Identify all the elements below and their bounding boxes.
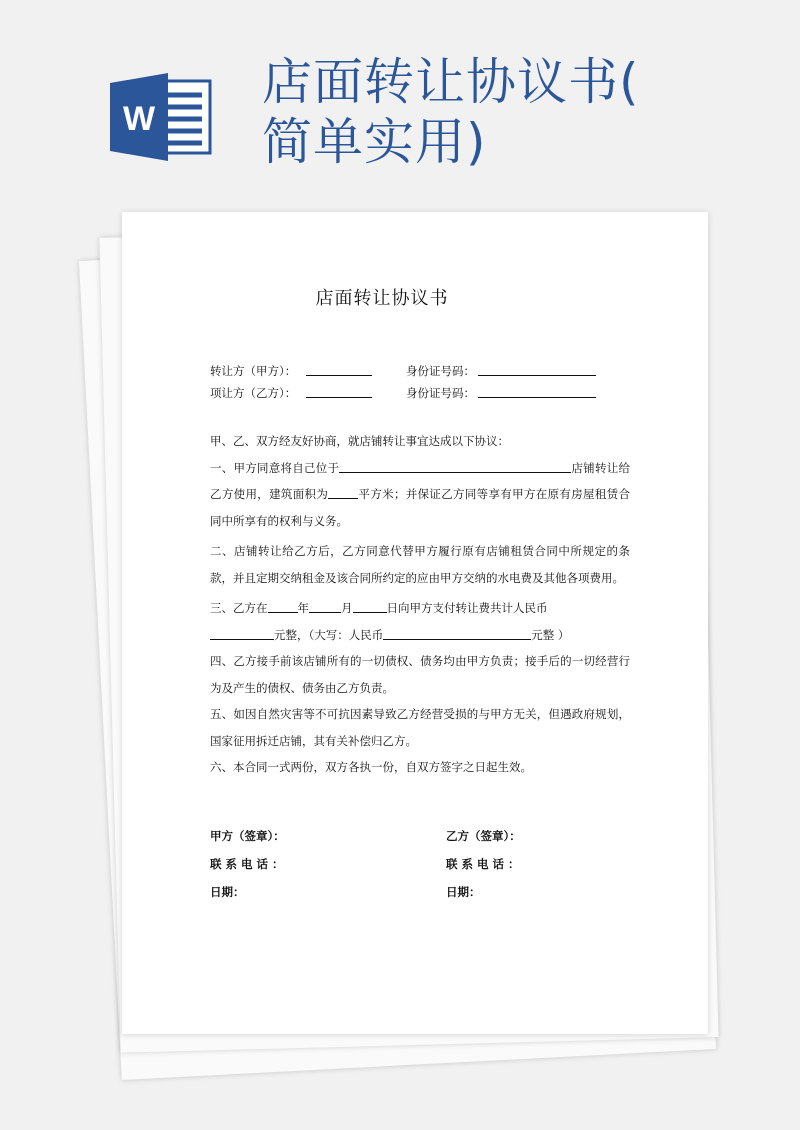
- agreement-body: [210, 428, 630, 781]
- clause-3-text: 三、乙方在: [210, 601, 268, 615]
- transferor-blank: [306, 361, 372, 376]
- id-number-label: 身份证号码：: [406, 364, 475, 378]
- clause-3-text: 月: [341, 601, 353, 615]
- id-number-label: 身份证号码：: [406, 386, 475, 400]
- party-a-date-label: 日期：: [210, 885, 245, 899]
- document-page: [122, 212, 708, 1034]
- location-blank: [339, 459, 571, 473]
- party-b-signature-label: 乙方（签章）：: [446, 829, 521, 843]
- transferee-label: 项让方（乙方）：: [210, 386, 297, 400]
- word-icon-letter: W: [122, 100, 156, 138]
- amount-words-blank: [383, 626, 531, 640]
- party-b-date-label: 日期：: [446, 885, 481, 899]
- transferor-label: 转让方（甲方）：: [210, 364, 297, 378]
- clause-5: 五、如因自然灾害等不可抗因素导致乙方经营受损的与甲方无关，但遇政府规划，国家征用拆迁店铺，其有关补偿归乙方。: [210, 707, 630, 748]
- transferee-blank: [306, 383, 372, 398]
- intro-paragraph: 甲、乙、双方经友好协商，就店铺转让事宜达成以下协议：: [210, 434, 509, 448]
- clause-1: [210, 455, 630, 535]
- month-blank: [309, 599, 341, 613]
- party-row-transferee: [210, 382, 630, 404]
- clause-3-text: 年: [297, 601, 309, 615]
- id-number-blank: [478, 383, 596, 398]
- clause-3: [210, 595, 630, 648]
- clause-1-text: 一、甲方同意将自己位于: [210, 460, 340, 475]
- id-number-blank: [478, 361, 596, 376]
- clause-1-text: 店铺转让: [571, 460, 619, 475]
- page-title-line2: 简单实用): [262, 113, 487, 171]
- page-title-line1: 店面转让协议书(: [262, 53, 640, 111]
- page-title: [262, 52, 782, 172]
- area-blank: [328, 485, 358, 499]
- clause-4: 四、乙方接手前该店铺所有的一切债权、债务均由甲方负责；接手后的一切经营行为及产生的债权、债务由乙方负责。: [210, 654, 630, 695]
- document-title: 店面转让协议书: [315, 288, 449, 309]
- clause-3-text: 元整，（大写：人民币: [274, 627, 384, 642]
- clause-6: 六、本合同一式两份，双方各执一份，自双方签字之日起生效。: [210, 760, 532, 774]
- party-b-phone-label: 联 系 电 话 ：: [446, 857, 520, 871]
- party-row-transferor: [210, 360, 630, 382]
- clause-1-text: 赁合同中所享有的权利与义务。: [210, 487, 631, 528]
- clause-1-text: 平方米；并保证乙方同等享有甲方在原有房屋租: [358, 487, 607, 501]
- clause-1-text: 给乙方使用，建筑面积为: [210, 460, 630, 501]
- year-blank: [268, 599, 298, 613]
- amount-blank: [210, 626, 274, 640]
- party-a-phone-label: 联 系 电 话 ：: [210, 857, 284, 871]
- party-section: [210, 360, 630, 404]
- clause-3-text: 元整 ）: [531, 627, 570, 642]
- clause-2: 二、店铺转让给乙方后，乙方同意代替甲方履行原有店铺租赁合同中所规定的条款，并且定期交纳租金及该合同所约定的应由甲方交纳的水电费及其他各项费用。: [210, 544, 630, 585]
- word-document-icon: [110, 73, 212, 161]
- day-blank: [353, 599, 387, 613]
- party-a-signature-label: 甲方（签章）：: [210, 829, 285, 843]
- signature-section: [210, 822, 610, 906]
- clause-3-text: 日向甲方支付转让费共计人民币: [386, 601, 548, 615]
